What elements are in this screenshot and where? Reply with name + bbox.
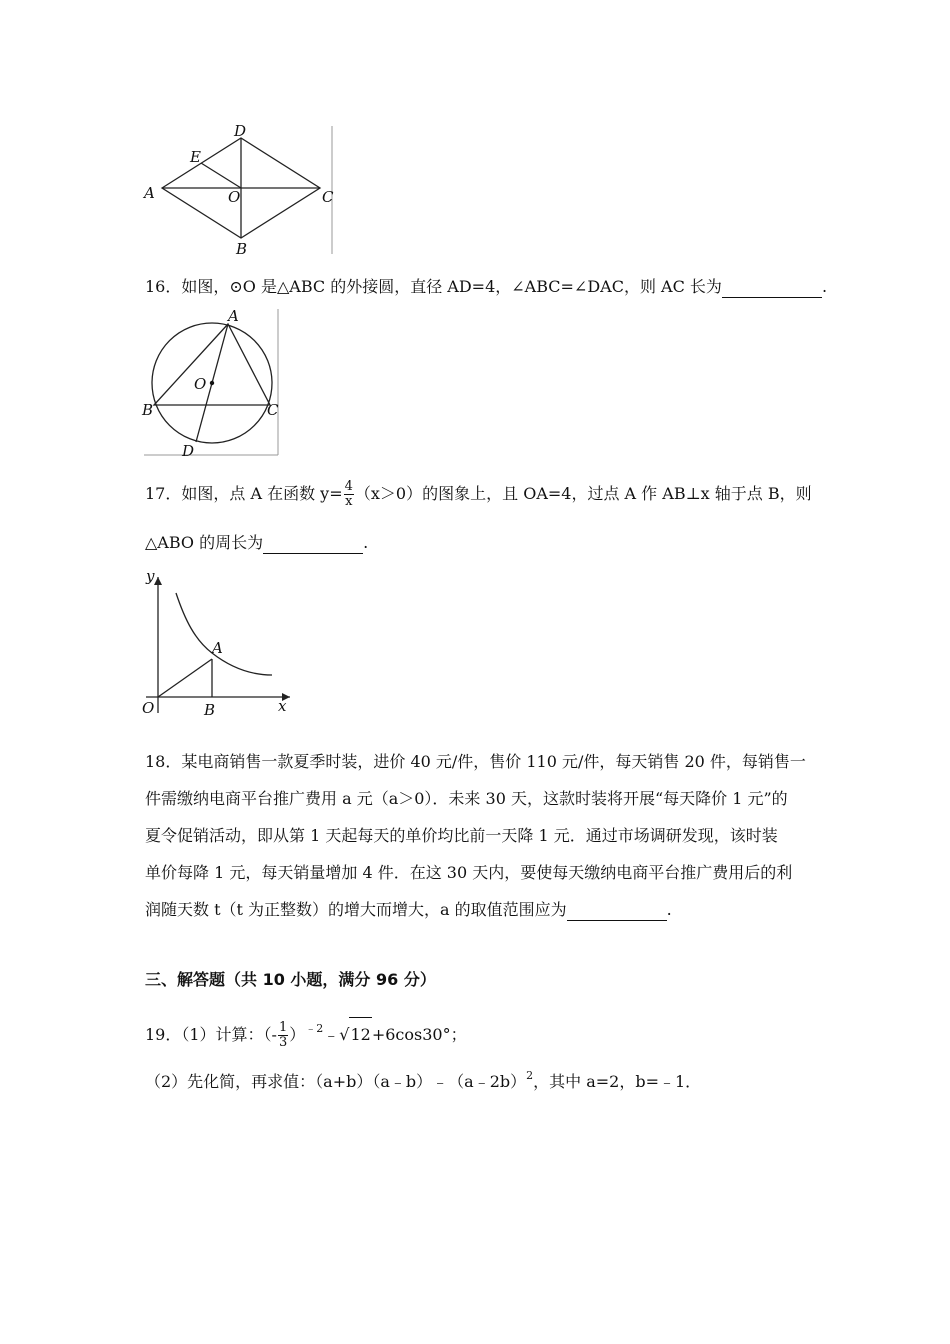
label-a: A: [212, 639, 223, 657]
question-18-line-4: [145, 863, 792, 883]
question-19-prefix: 19．（1）计算：（: [145, 1025, 272, 1044]
label-o: O: [228, 188, 241, 206]
question-19-rest: +6cos30°；: [371, 1025, 467, 1044]
question-18-tail: .: [666, 900, 672, 919]
answer-blank-18[interactable]: [567, 900, 667, 921]
question-16-text: 16．如图，⊙O 是△ABC 的外接圆，直径 AD=4，∠ABC=∠DAC，则 AC 长为: [145, 277, 722, 296]
fraction-1-over-3: [278, 1021, 288, 1050]
label-y: y: [146, 567, 155, 585]
question-18-text: 夏令促销活动，即从第 1 天起每天的单价均比前一天降 1 元．通过市场调研发现，该时装: [145, 826, 778, 845]
question-17-text-3: △ABO 的周长为: [145, 533, 264, 552]
fraction-numerator: 4: [344, 479, 353, 494]
exponent: 2: [526, 1069, 534, 1082]
label-d: D: [182, 442, 195, 460]
segment-eo: [201, 163, 241, 188]
label-c: C: [267, 401, 279, 419]
label-x: x: [278, 697, 287, 715]
question-18-text: 18．某电商销售一款夏季时装，进价 40 元/件，售价 110 元/件，每天销售 20 件，每销售一: [145, 752, 806, 771]
question-16: [145, 277, 827, 298]
label-o: O: [194, 375, 207, 393]
figure-circle: [140, 305, 285, 460]
label-e: E: [190, 148, 201, 166]
close-paren: ）: [289, 1025, 306, 1044]
label-a: A: [228, 307, 239, 325]
question-19-part-2-text: （2）先化简，再求值：（a+b）（a﹣b）﹣（a﹣2b）: [145, 1072, 527, 1091]
question-17: [145, 479, 812, 509]
center-dot: [210, 381, 214, 385]
answer-blank-17[interactable]: [263, 533, 363, 554]
label-d: D: [234, 122, 247, 140]
fraction-numerator: 1: [278, 1020, 288, 1035]
question-17-line-2: [145, 533, 368, 554]
question-18-line-2: [145, 789, 788, 809]
question-16-tail: .: [821, 277, 828, 296]
label-o: O: [142, 699, 155, 717]
question-18-text: 单价每降 1 元，每天销量增加 4 件．在这 30 天内，要使每天缴纳电商平台推广费用后的利: [145, 863, 793, 882]
hyperbola-curve: [176, 593, 272, 675]
radicand: 12: [349, 1017, 371, 1052]
label-b: B: [142, 401, 154, 419]
question-17-tail: .: [363, 533, 369, 552]
question-18-text: 润随天数 t（t 为正整数）的增大而增大，a 的取值范围应为: [145, 900, 567, 919]
question-18-text: 件需缴纳电商平台推广费用 a 元（a＞0）．未来 30 天，这款时装将开展“每天降价 1 元”的: [145, 789, 788, 808]
segment-oa: [158, 659, 212, 697]
label-c: C: [322, 188, 334, 206]
question-18-line-3: [145, 826, 778, 846]
minus-sign: ﹣: [323, 1025, 340, 1044]
label-b: B: [236, 240, 248, 258]
question-17-text-1: 17．如图，点 A 在函数 y=: [145, 484, 343, 503]
section-title: 三、解答题（共 10 小题，满分 96 分）: [145, 970, 436, 989]
y-axis-arrow: [154, 577, 162, 585]
fraction-denominator: x: [345, 494, 353, 509]
sqrt-symbol: √: [339, 1025, 350, 1044]
question-19-part-1: [145, 1012, 467, 1052]
triangle-abc: [154, 324, 270, 405]
figure-rhombus: [140, 120, 340, 260]
label-a: A: [144, 184, 155, 202]
question-18-line-5: [145, 900, 672, 921]
answer-blank-16[interactable]: [722, 277, 822, 298]
exponent: ﹣2: [305, 1022, 324, 1035]
fraction-4-over-x: [344, 480, 354, 509]
minus-sign: -: [271, 1025, 277, 1044]
question-18-line-1: [145, 752, 806, 772]
section-heading: [145, 970, 436, 990]
figure-graph: [140, 565, 300, 725]
label-b: B: [204, 701, 216, 719]
fraction-denominator: 3: [278, 1035, 288, 1050]
question-19-part-2: [145, 1066, 701, 1092]
question-17-text-2: （x＞0）的图象上，且 OA=4，过点 A 作 AB⊥x 轴于点 B，则: [354, 484, 812, 503]
question-19-part-2-tail: ，其中 a=2，b=﹣1．: [533, 1072, 702, 1091]
